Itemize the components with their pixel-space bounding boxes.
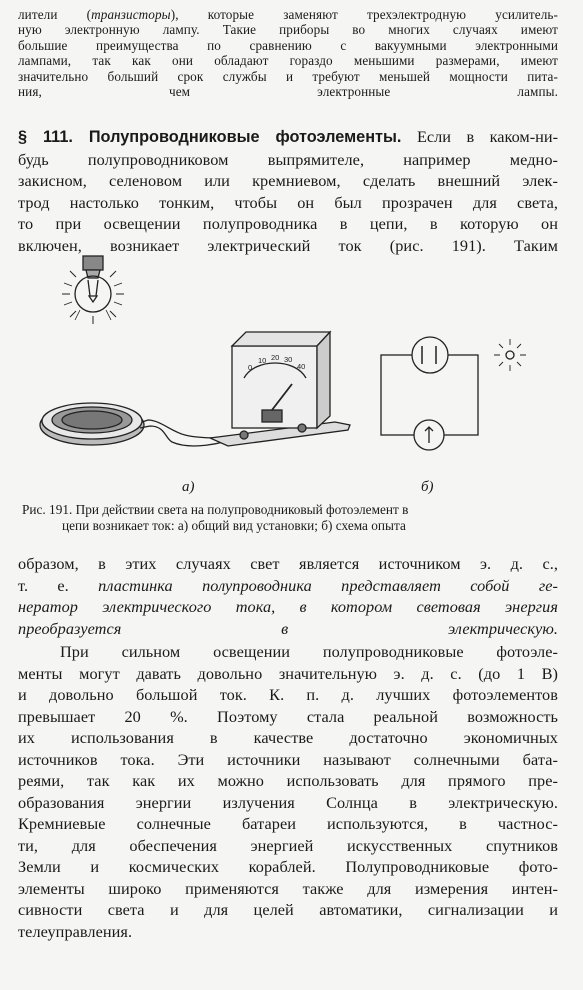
final-line: превышает 20 %. Поэтому стала реальной возможность <box>18 706 558 726</box>
figure-label-a: а) <box>182 479 195 495</box>
final-line: источников тока. Эти источники называют солнечными бата- <box>18 749 558 769</box>
intro-line: значительно больший срок службы и требуют меньшей мощности пита- <box>18 68 558 84</box>
figure-drawing <box>0 250 583 495</box>
final-line: Кремниевые солнечные батареи используются, в частнос- <box>18 814 558 833</box>
continuation-line: нератор электрического тока, в котором световая энергия <box>18 597 558 616</box>
final-line: менты могут давать довольно значительную э. д. с. (до 1 В) <box>18 663 558 683</box>
final-line: их использования в качестве достаточно экономичных <box>18 728 558 747</box>
scale-number: 30 <box>284 355 293 364</box>
final-line: ти, для обеспечения энергией искусственных спутников <box>18 835 558 855</box>
final-line: Земли и космических кораблей. Полупроводниковые фото- <box>18 857 558 876</box>
section-line: включен, возникает электрический ток (рис. 191). Таким <box>18 235 558 255</box>
continuation-paragraph <box>18 553 558 639</box>
final-line: При сильном освещении полупроводниковые фотоэле- <box>60 642 558 661</box>
final-paragraph <box>18 641 558 942</box>
intro-italic-word: транзисторы <box>91 7 171 22</box>
section-paragraph <box>18 126 558 256</box>
figure-191 <box>0 250 583 495</box>
intro-line: большие преимущества по сравнению с вакуумными электронными <box>18 37 558 53</box>
section-line: будь полупроводниковом выпрямителе, например медно- <box>18 149 558 169</box>
section-line: то при освещении полупроводника в цепи, в которую он <box>18 214 558 233</box>
section-heading: § 111. Полупроводниковые фотоэлементы. <box>18 128 402 146</box>
intro-line: ную электронную лампу. Такие приборы во многих случаях имеют <box>18 22 558 38</box>
caption-line: Рис. 191. При действии света на полупроводниковый фотоэлемент в <box>22 502 409 517</box>
scale-number: 10 <box>258 356 267 365</box>
light-bulb-icon <box>62 256 124 324</box>
continuation-line: преобразуется в электрическую. <box>18 618 558 638</box>
figure-label-b: б) <box>421 479 434 495</box>
scale-number: 0 <box>248 363 253 372</box>
scale-number: 20 <box>271 353 280 362</box>
continuation-line: образом, в этих случаях свет является источником э. д. с., <box>18 554 558 573</box>
caption-line: цепи возникает ток: а) общий вид установки; б) схема опыта <box>62 517 406 533</box>
section-first-line <box>18 126 558 149</box>
section-line: Если в каком-ни- <box>416 127 558 146</box>
final-line: и довольно большой ток. К. п. д. лучших фотоэлементов <box>18 685 558 704</box>
continuation-te: т. е. <box>18 575 99 595</box>
final-line: сивности света и для целей автоматики, сигнализации и <box>18 900 558 919</box>
figure-caption <box>18 502 558 533</box>
final-line: реями, так как их можно использовать для прямого пре- <box>18 771 558 790</box>
section-line: закисном, селеновом или кремниевом, сделать внешний элек- <box>18 171 558 190</box>
section-line: трод настолько тонким, чтобы он был прозрачен для света, <box>18 192 558 212</box>
intro-paragraph <box>18 7 558 99</box>
intro-line: лители (транзисторы), которые заменяют трехэлектродную усилитель- <box>18 7 558 22</box>
continuation-italic: пластинка полупроводника представляет собой ге- <box>98 575 558 595</box>
continuation-line <box>18 575 558 597</box>
galvanometer-icon <box>210 332 350 446</box>
scale-number: 40 <box>297 362 306 371</box>
final-line: телеуправления. <box>18 921 133 941</box>
circuit-schematic-icon <box>381 337 526 450</box>
final-line: элементы широко применяются также для измерения интен- <box>18 878 558 898</box>
intro-line: лампами, так как они обладают гораздо меньшими размерами, имеют <box>18 53 558 69</box>
intro-line: ния, чем электронные лампы. <box>18 84 558 100</box>
final-line: образования энергии излучения Солнца в электрическую. <box>18 792 558 812</box>
